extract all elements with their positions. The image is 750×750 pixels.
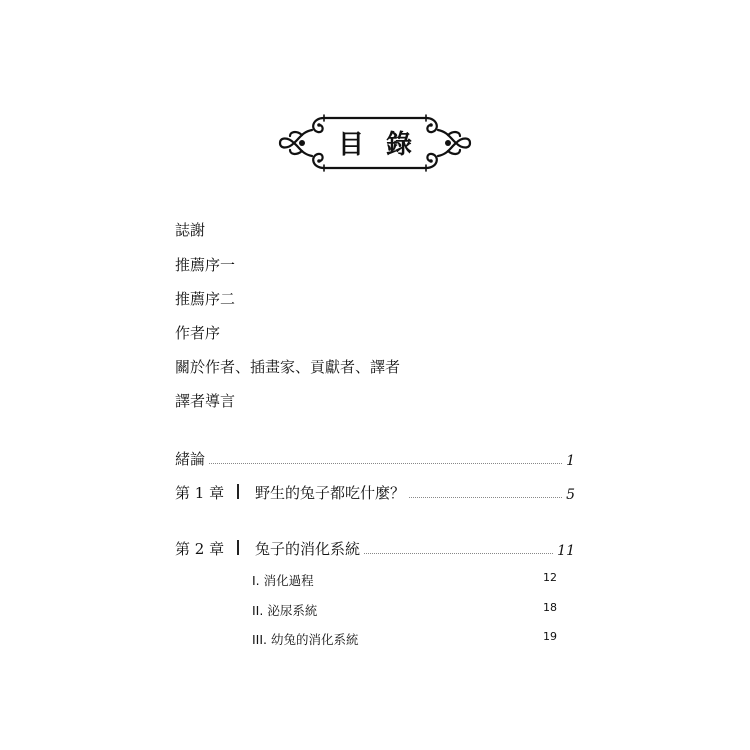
chapter-divider xyxy=(237,540,239,555)
toc-row-chapter-1[interactable] xyxy=(175,482,575,502)
title-char-2: 錄 xyxy=(385,129,412,160)
front-matter-foreword-2[interactable]: 推薦序二 xyxy=(175,290,236,308)
title-frame xyxy=(272,110,478,176)
subsection-title: II. 泌尿系統 xyxy=(252,603,318,618)
toc-chapter-label: 第 1 章 xyxy=(175,484,225,502)
toc-title: 緒論 xyxy=(175,450,206,468)
subsection-page-number: 18 xyxy=(543,601,557,614)
toc-subsection-row[interactable] xyxy=(252,601,557,619)
front-matter-acknowledgements[interactable]: 誌謝 xyxy=(175,221,206,239)
title-char-1: 目 xyxy=(338,129,365,160)
subsection-page-number: 19 xyxy=(543,630,557,643)
subsection-page-number: 12 xyxy=(543,571,557,584)
toc-page-number: 11 xyxy=(557,543,575,559)
dot-leader xyxy=(409,496,562,498)
toc-title-wrap xyxy=(255,538,575,559)
dot-leader xyxy=(209,462,562,464)
dot-leader xyxy=(364,552,553,554)
subsection-title: I. 消化過程 xyxy=(252,573,314,588)
front-matter-author-preface[interactable]: 作者序 xyxy=(175,324,221,342)
front-matter-translator-intro[interactable]: 譯者導言 xyxy=(175,392,236,410)
subsection-title: III. 幼兔的消化系統 xyxy=(252,632,359,647)
toc-title: 野生的兔子都吃什麼？ xyxy=(255,484,406,502)
toc-title-wrap xyxy=(255,482,575,503)
front-matter-foreword-1[interactable]: 推薦序一 xyxy=(175,256,236,274)
toc-row-introduction[interactable] xyxy=(175,448,575,468)
front-matter-about-contributors[interactable]: 關於作者、插畫家、貢獻者、譯者 xyxy=(175,358,401,376)
toc-page-number: 1 xyxy=(566,453,575,469)
page-title xyxy=(338,124,412,160)
chapter-divider xyxy=(237,484,239,499)
toc-subsection-row[interactable] xyxy=(252,571,557,589)
toc-chapter-label: 第 2 章 xyxy=(175,540,225,558)
toc-page-number: 5 xyxy=(566,487,575,503)
toc-row-chapter-2[interactable] xyxy=(175,538,575,558)
toc-subsection-row[interactable] xyxy=(252,630,557,648)
toc-title-wrap xyxy=(175,448,575,469)
toc-title: 兔子的消化系統 xyxy=(255,540,361,558)
